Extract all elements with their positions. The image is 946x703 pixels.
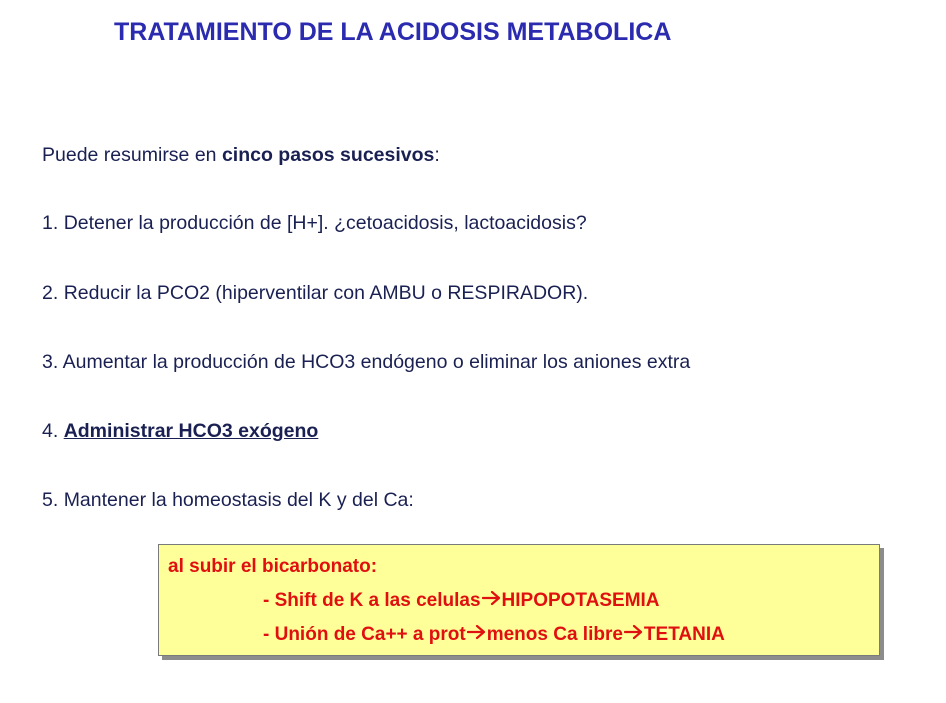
intro-bold: cinco pasos sucesivos [221, 144, 435, 166]
note-line2-cause: - Unión de Ca++ a prot [263, 624, 466, 645]
step-2 [42, 282, 588, 305]
note-line1-effect: HIPOPOTASEMIA [501, 590, 660, 611]
step-1 [42, 212, 587, 235]
bicarbonate-note-box [158, 544, 880, 656]
step-3 [42, 351, 690, 374]
step-text: Aumentar la producción de HCO3 endógeno o eliminar los aniones extra [62, 351, 691, 373]
step-text-underlined: Administrar HCO3 exógeno [63, 420, 319, 442]
step-4 [42, 420, 318, 443]
slide-title: TRATAMIENTO DE LA ACIDOSIS METABOLICA [114, 18, 672, 46]
step-number: 4. [42, 420, 59, 442]
note-line2-effect: TETANIA [643, 624, 725, 645]
note-line-potassium [263, 590, 660, 612]
step-number: 3. [42, 351, 59, 373]
intro-prefix: Puede resumirse en [42, 144, 222, 166]
intro-text [42, 144, 440, 167]
note-line1-cause: - Shift de K a las celulas [263, 590, 481, 611]
note-line-calcium [263, 624, 725, 646]
right-arrow-icon [467, 624, 486, 646]
note-line2-mid: menos Ca libre [486, 624, 623, 645]
step-text: Mantener la homeostasis del K y del Ca: [63, 489, 414, 511]
right-arrow-icon [482, 590, 501, 612]
step-text: Reducir la PCO2 (hiperventilar con AMBU o RESPIRADOR). [63, 282, 589, 304]
intro-suffix: : [434, 144, 440, 166]
right-arrow-icon [624, 624, 643, 646]
step-number: 2. [42, 282, 59, 304]
step-number: 1. [42, 212, 59, 234]
step-text: Detener la producción de [H+]. ¿cetoacidosis, lactoacidosis? [63, 212, 587, 234]
step-5 [42, 489, 414, 512]
step-number: 5. [42, 489, 59, 511]
note-heading: al subir el bicarbonato: [168, 556, 378, 577]
